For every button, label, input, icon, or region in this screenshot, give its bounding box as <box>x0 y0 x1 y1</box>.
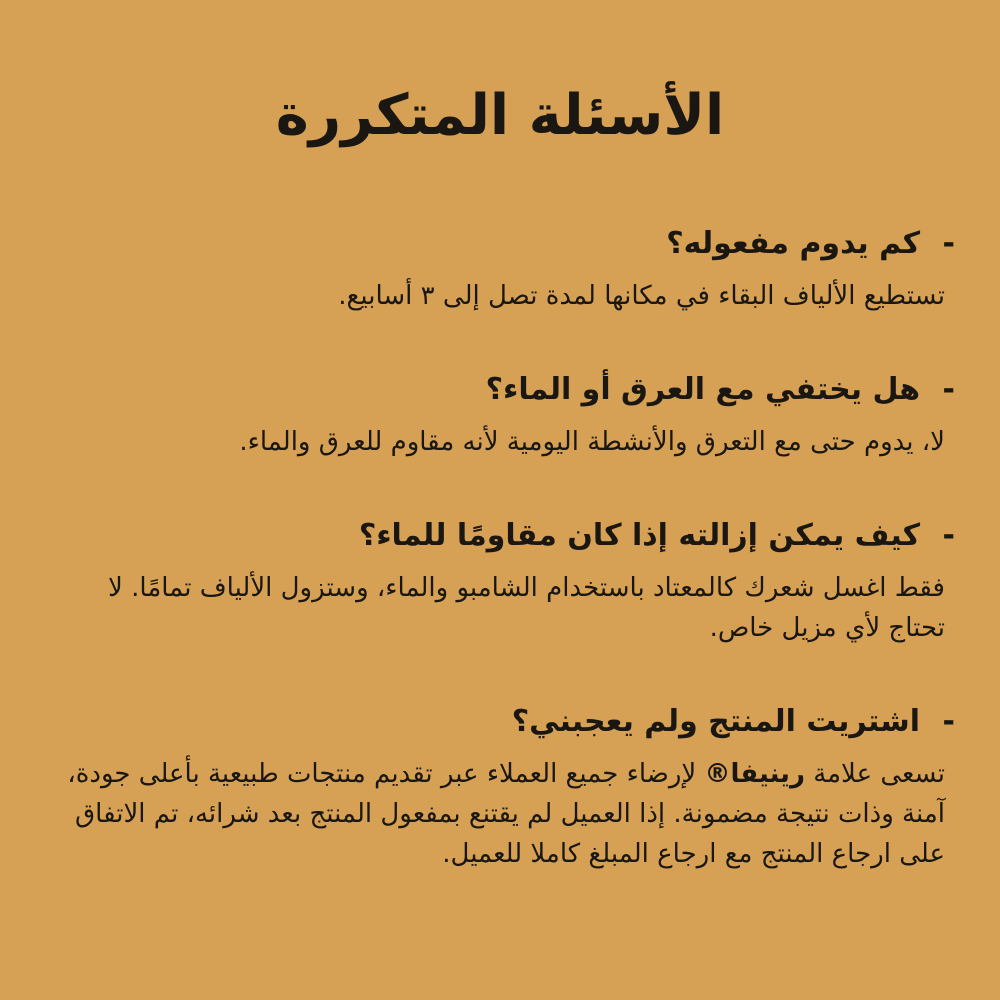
question-text: كم يدوم مفعوله؟ <box>666 226 921 261</box>
question-dash: - <box>942 704 955 739</box>
question-dash: - <box>942 226 955 261</box>
faq-answer: تستطيع الألياف البقاء في مكانها لمدة تصل إلى ٣ أسابيع. <box>338 281 945 311</box>
faq-item-refund <box>50 700 955 874</box>
answer-suffix: لإرضاء جميع العملاء عبر تقديم منتجات طبيعية بأعلى جودة، آمنة وذات نتيجة مضمونة. إذا العميل لم يقتنع بمفعول المنتج بعد شرائه، تم الاتفاق على ارجاع المنتج مع ارجاع المبلغ كاملا للعميل. <box>67 759 945 869</box>
page-title: الأسئلة المتكررة <box>275 83 725 148</box>
faq-answer <box>50 754 955 874</box>
question-text: كيف يمكن إزالته إذا كان مقاومًا للماء؟ <box>358 518 921 553</box>
question-dash: - <box>942 518 955 553</box>
question-dash: - <box>942 372 955 407</box>
faq-item-removal <box>50 514 955 648</box>
faq-question <box>50 514 955 558</box>
faq-answer: لا، يدوم حتى مع التعرق والأنشطة اليومية لأنه مقاوم للعرق والماء. <box>239 427 945 457</box>
answer-prefix: تسعى علامة <box>813 759 945 789</box>
faq-question <box>50 700 955 744</box>
faq-item-sweat-water <box>50 368 955 462</box>
question-text: اشتريت المنتج ولم يعجبني؟ <box>511 704 921 739</box>
faq-item-duration <box>50 222 955 316</box>
faq-question <box>50 368 955 412</box>
faq-answer: فقط اغسل شعرك كالمعتاد باستخدام الشامبو والماء، وستزول الألياف تمامًا. لا تحتاج لأي مزيل خاص. <box>108 573 945 643</box>
question-text: هل يختفي مع العرق أو الماء؟ <box>485 372 921 407</box>
faq-question <box>50 222 955 266</box>
brand-name: رينيفا® <box>704 759 805 789</box>
